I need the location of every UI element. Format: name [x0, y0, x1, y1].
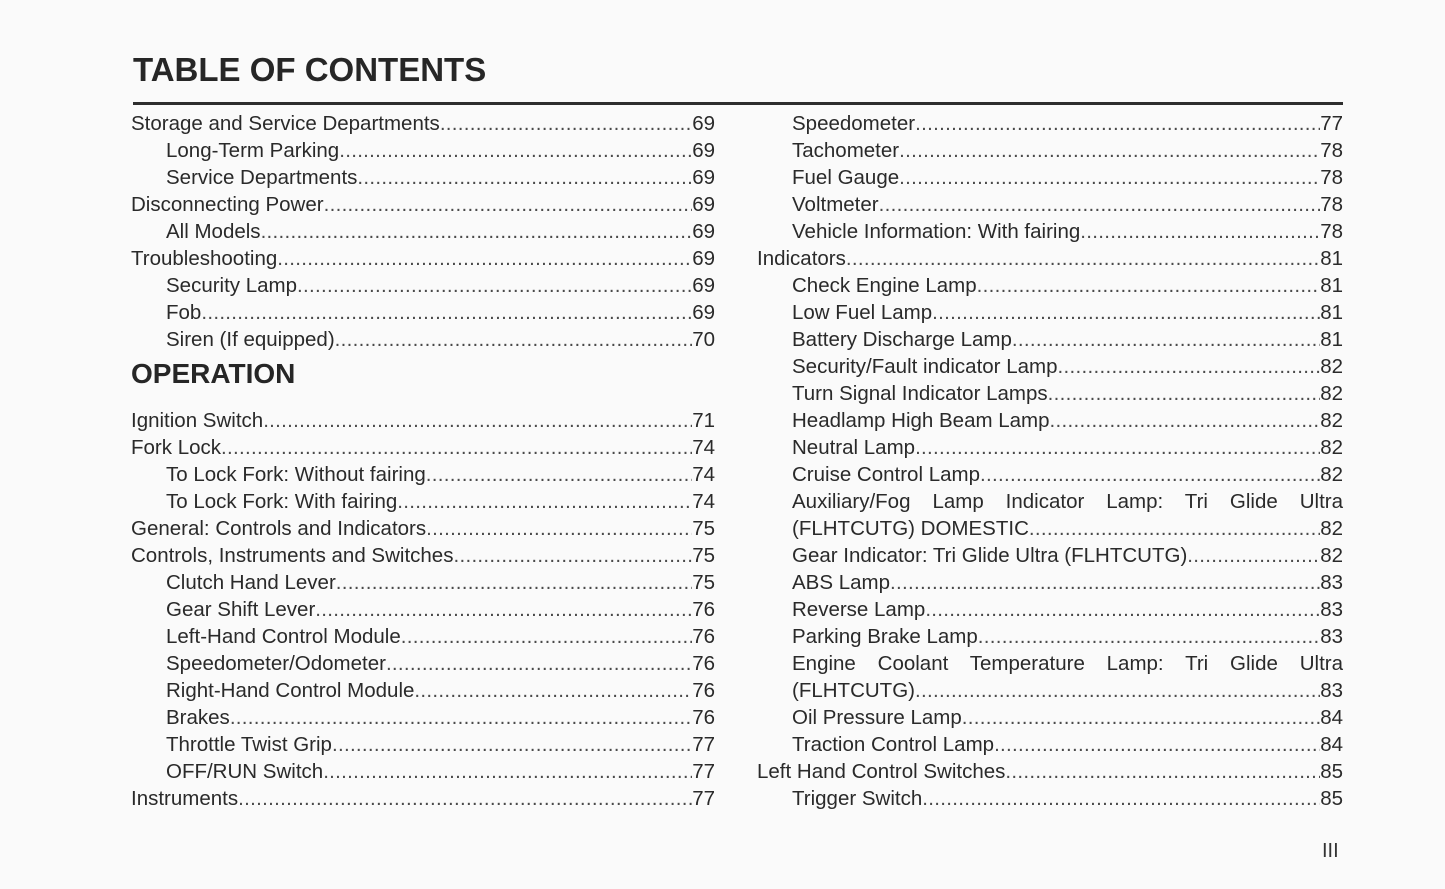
toc-entry-lock-fork-with-fairing[interactable]: To Lock Fork: With fairing ..... 74 — [131, 488, 715, 515]
toc-entry-throttle-twist-grip[interactable]: Throttle Twist Grip ..... 77 — [131, 731, 715, 758]
leader-dots — [846, 245, 1320, 272]
page-number: 81 — [1320, 247, 1343, 270]
page-number: 84 — [1320, 733, 1343, 756]
toc-entry-low-fuel-lamp[interactable]: Low Fuel Lamp ..... 81 — [757, 299, 1343, 326]
page-number: 83 — [1320, 679, 1343, 702]
page-number: 76 — [692, 706, 715, 729]
page-number: 78 — [1320, 193, 1343, 216]
toc-entry-left-hand-control-switches[interactable]: Left Hand Control Switches ..... 85 — [757, 758, 1343, 785]
leader-dots — [426, 515, 692, 542]
page-number: 78 — [1320, 166, 1343, 189]
page-number: 76 — [692, 625, 715, 648]
page-number: 70 — [692, 328, 715, 351]
page-number: 69 — [692, 112, 715, 135]
page-number: 82 — [1320, 463, 1343, 486]
page-number: 71 — [692, 409, 715, 432]
leader-dots — [1050, 407, 1321, 434]
page-number: 78 — [1320, 220, 1343, 243]
leader-dots — [879, 191, 1321, 218]
page-number: 83 — [1320, 571, 1343, 594]
toc-entry-gear-shift-lever[interactable]: Gear Shift Lever ..... 76 — [131, 596, 715, 623]
page-number: 82 — [1320, 355, 1343, 378]
page-number: 84 — [1320, 706, 1343, 729]
toc-entry-indicators[interactable]: Indicators ..... 81 — [757, 245, 1343, 272]
leader-dots — [332, 731, 692, 758]
toc-entry-tachometer[interactable]: Tachometer ..... 78 — [757, 137, 1343, 164]
page-number: 74 — [692, 463, 715, 486]
toc-entry-right-hand-control-module[interactable]: Right-Hand Control Module ..... 76 — [131, 677, 715, 704]
page-number: 74 — [692, 436, 715, 459]
page-number: 69 — [692, 193, 715, 216]
page-number: 82 — [1320, 436, 1343, 459]
leader-dots — [980, 461, 1320, 488]
toc-entry-abs-lamp[interactable]: ABS Lamp ..... 83 — [757, 569, 1343, 596]
leader-dots — [357, 164, 692, 191]
toc-entry-general-controls-indicators[interactable]: General: Controls and Indicators ..... 75 — [131, 515, 715, 542]
toc-entry-lock-fork-without-fairing[interactable]: To Lock Fork: Without fairing ..... 74 — [131, 461, 715, 488]
leader-dots — [1029, 515, 1320, 542]
toc-entry-clutch-hand-lever[interactable]: Clutch Hand Lever ..... 75 — [131, 569, 715, 596]
toc-entry-ignition-switch[interactable]: Ignition Switch ..... 71 — [131, 407, 715, 434]
leader-dots — [261, 218, 693, 245]
page-number: 77 — [692, 733, 715, 756]
leader-dots — [915, 677, 1320, 704]
page-number: 76 — [692, 652, 715, 675]
leader-dots — [335, 326, 693, 353]
leader-dots — [932, 299, 1320, 326]
toc-entry-left-hand-control-module[interactable]: Left-Hand Control Module ..... 76 — [131, 623, 715, 650]
leader-dots — [925, 596, 1320, 623]
page-number: 85 — [1320, 787, 1343, 810]
leader-dots — [1057, 353, 1320, 380]
leader-dots — [324, 191, 693, 218]
leader-dots — [915, 434, 1320, 461]
page-number: 69 — [692, 247, 715, 270]
leader-dots — [339, 137, 692, 164]
page-number: 77 — [1320, 112, 1343, 135]
toc-entry-battery-discharge-lamp[interactable]: Battery Discharge Lamp ..... 81 — [757, 326, 1343, 353]
leader-dots — [1187, 542, 1320, 569]
leader-dots — [401, 623, 692, 650]
page-number: 82 — [1320, 409, 1343, 432]
toc-entry-neutral-lamp[interactable]: Neutral Lamp ..... 82 — [757, 434, 1343, 461]
toc-entry-speedometer-odometer[interactable]: Speedometer/Odometer ..... 76 — [131, 650, 715, 677]
page-number: 69 — [692, 220, 715, 243]
toc-entry-cruise-control-lamp[interactable]: Cruise Control Lamp ..... 82 — [757, 461, 1343, 488]
toc-entry-trigger-switch[interactable]: Trigger Switch ..... 85 — [757, 785, 1343, 812]
toc-entry-voltmeter[interactable]: Voltmeter ..... 78 — [757, 191, 1343, 218]
toc-entry-oil-pressure-lamp[interactable]: Oil Pressure Lamp ..... 84 — [757, 704, 1343, 731]
page-title: TABLE OF CONTENTS — [133, 51, 487, 88]
page-number: 69 — [692, 274, 715, 297]
page-number: 76 — [692, 679, 715, 702]
toc-entry-check-engine-lamp[interactable]: Check Engine Lamp ..... 81 — [757, 272, 1343, 299]
leader-dots — [962, 704, 1320, 731]
toc-entry-parking-brake-lamp[interactable]: Parking Brake Lamp ..... 83 — [757, 623, 1343, 650]
page-number: 81 — [1320, 301, 1343, 324]
leader-dots — [922, 785, 1320, 812]
leader-dots — [890, 569, 1320, 596]
page-number: 69 — [692, 139, 715, 162]
toc-entry-service-departments[interactable]: Service Departments ..... 69 — [131, 164, 715, 191]
page-number: 82 — [1320, 382, 1343, 405]
leader-dots — [414, 677, 692, 704]
toc-entry-fob[interactable]: Fob ..... 69 — [131, 299, 715, 326]
toc-entry-controls-instruments-switches[interactable]: Controls, Instruments and Switches ..... 75 — [131, 542, 715, 569]
page-number: 75 — [692, 517, 715, 540]
leader-dots — [386, 650, 692, 677]
leader-dots — [426, 461, 692, 488]
leader-dots — [899, 137, 1320, 164]
page-number: 77 — [692, 787, 715, 810]
toc-entry-troubleshooting[interactable]: Troubleshooting ..... 69 — [131, 245, 715, 272]
leader-dots — [397, 488, 692, 515]
toc-entry-auxiliary-fog-lamp-indicator[interactable]: Auxiliary/Fog Lamp Indicator Lamp: Tri Glide Ultra (FLHTCUTG) DOMESTIC ..... 82 — [757, 488, 1343, 542]
toc-entry-fuel-gauge[interactable]: Fuel Gauge ..... 78 — [757, 164, 1343, 191]
page-number: 75 — [692, 544, 715, 567]
leader-dots — [978, 623, 1320, 650]
page-number: 81 — [1320, 328, 1343, 351]
toc-entry-security-lamp[interactable]: Security Lamp ..... 69 — [131, 272, 715, 299]
toc-entry-off-run-switch[interactable]: OFF/RUN Switch ..... 77 — [131, 758, 715, 785]
leader-dots — [977, 272, 1321, 299]
leader-dots — [263, 407, 692, 434]
leader-dots — [315, 596, 692, 623]
leader-dots — [323, 758, 692, 785]
toc-entry-vehicle-information[interactable]: Vehicle Information: With fairing ..... 78 — [757, 218, 1343, 245]
toc-entry-fork-lock[interactable]: Fork Lock ..... 74 — [131, 434, 715, 461]
section-heading-operation: OPERATION — [131, 358, 296, 389]
toc-entry-instruments[interactable]: Instruments ..... 77 — [131, 785, 715, 812]
page-folio-number: III — [1322, 840, 1339, 862]
toc-entry-long-term-parking[interactable]: Long-Term Parking ..... 69 — [131, 137, 715, 164]
leader-dots — [1012, 326, 1320, 353]
leader-dots — [238, 785, 692, 812]
leader-dots — [277, 245, 692, 272]
toc-right-column — [757, 110, 1343, 812]
page-number: 74 — [692, 490, 715, 513]
toc-entry-engine-coolant-temperature-lamp[interactable]: Engine Coolant Temperature Lamp: Tri Glide Ultra (FLHTCUTG) ..... 83 — [757, 650, 1343, 704]
leader-dots — [230, 704, 692, 731]
leader-dots — [1048, 380, 1321, 407]
toc-entry-siren[interactable]: Siren (If equipped) ..... 70 — [131, 326, 715, 353]
leader-dots — [899, 164, 1320, 191]
leader-dots — [915, 110, 1320, 137]
toc-entry-reverse-lamp[interactable]: Reverse Lamp ..... 83 — [757, 596, 1343, 623]
leader-dots — [453, 542, 692, 569]
toc-entry-turn-signal-indicator-lamps[interactable]: Turn Signal Indicator Lamps ..... 82 — [757, 380, 1343, 407]
title-rule-divider — [133, 102, 1343, 105]
toc-entry-gear-indicator[interactable]: Gear Indicator: Tri Glide Ultra (FLHTCUTG) ..... 82 — [757, 542, 1343, 569]
page-number: 69 — [692, 166, 715, 189]
page-number: 69 — [692, 301, 715, 324]
page-number: 77 — [692, 760, 715, 783]
leader-dots — [336, 569, 692, 596]
page-number: 78 — [1320, 139, 1343, 162]
leader-dots — [221, 434, 692, 461]
leader-dots — [1080, 218, 1320, 245]
leader-dots — [297, 272, 692, 299]
page-number: 76 — [692, 598, 715, 621]
toc-entry-storage-and-service-departments[interactable]: Storage and Service Departments ..... 69 — [131, 110, 715, 137]
toc-entry-headlamp-high-beam-lamp[interactable]: Headlamp High Beam Lamp ..... 82 — [757, 407, 1343, 434]
page-number: 83 — [1320, 598, 1343, 621]
leader-dots — [1005, 758, 1320, 785]
toc-entry-security-fault-indicator-lamp[interactable]: Security/Fault indicator Lamp ..... 82 — [757, 353, 1343, 380]
toc-entry-all-models[interactable]: All Models ..... 69 — [131, 218, 715, 245]
leader-dots — [440, 110, 692, 137]
toc-entry-speedometer[interactable]: Speedometer ..... 77 — [757, 110, 1343, 137]
leader-dots — [201, 299, 692, 326]
page-number: 85 — [1320, 760, 1343, 783]
leader-dots — [994, 731, 1320, 758]
toc-entry-brakes[interactable]: Brakes ..... 76 — [131, 704, 715, 731]
toc-entry-traction-control-lamp[interactable]: Traction Control Lamp ..... 84 — [757, 731, 1343, 758]
page-number: 75 — [692, 571, 715, 594]
page-number: 82 — [1320, 517, 1343, 540]
toc-left-column — [131, 110, 715, 812]
page-number: 81 — [1320, 274, 1343, 297]
page-number: 83 — [1320, 625, 1343, 648]
page-number: 82 — [1320, 544, 1343, 567]
toc-entry-disconnecting-power[interactable]: Disconnecting Power ..... 69 — [131, 191, 715, 218]
